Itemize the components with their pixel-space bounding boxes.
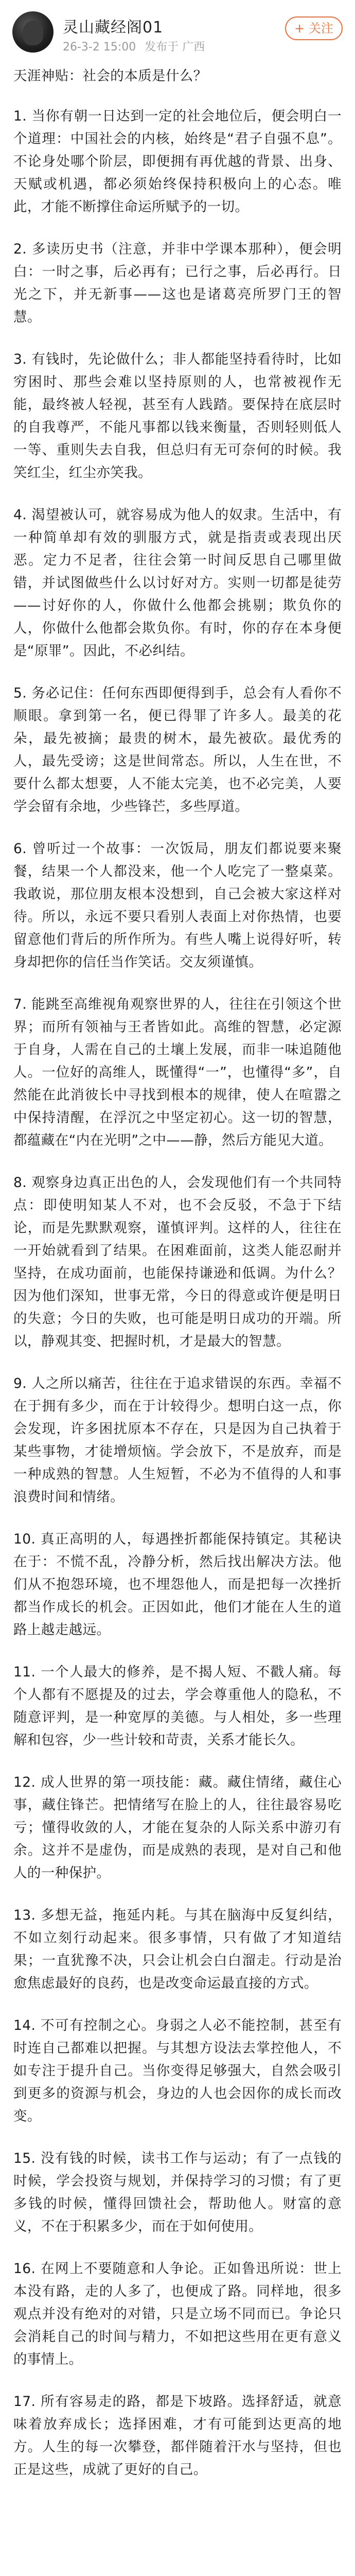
post-title: 天涯神贴：社会的本质是什么？ — [13, 68, 207, 84]
paragraph: 3. 有钱时，先论做什么；非人都能坚持看待时，比如穷困时、那些会难以坚持原则的人，也常被视作无能，最终被人轻视，甚至有人践踏。要保持在底层时的自我尊严，不能凡事都以钱来衡量，否则轻则低人一等、重则失去自我，但总归有无可奈何的时候。我笑红尘，红尘亦笑我。 — [13, 351, 342, 481]
paragraph: 2. 多读历史书（注意，并非中学课本那种），便会明白：一时之事，后必再有；已行之事，后必再行。日光之下，并无新事——这也是诸葛亮所罗门王的智慧。 — [13, 241, 342, 325]
post-meta — [63, 38, 210, 54]
paragraph: 9. 人之所以痛苦，往往在于追求错误的东西。幸福不在于拥有多少，而在于计较得少。想明白这一点，你会发现，许多困扰原本不存在，只是因为自己执着于某些事物，才徒增烦恼。学会放下，不是放弃，而是一种成熟的智慧。人生短暂，不必为不值得的人和事浪费时间和情绪。 — [13, 1376, 342, 1505]
paragraph: 12. 成人世界的第一项技能：藏。藏住情绪，藏住心事，藏住锋芒。把情绪写在脸上的人，往往最容易吃亏；懂得收敛的人，才能在复杂的人际关系中游刃有余。这并不是虚伪，而是成熟的表现，是对自己和他人的一种保护。 — [13, 1774, 342, 1881]
post-date: 26-3-2 15:00 — [63, 41, 136, 54]
paragraph: 4. 渴望被认可，就容易成为他人的奴隶。生活中，有一种简单却有效的驯服方式，就是指责或表现出厌恶。定力不足者，往往会第一时间反思自己哪里做错，并试图做些什么以讨好对方。实则一切都是徒劳——讨好你的人，你做什么他都会挑剔；欺负你的人，你做什么他都会欺负你。有时，你的存在本身便是“原罪”。因此，不必纠结。 — [13, 507, 342, 659]
paragraph: 1. 当你有朝一日达到一定的社会地位后，便会明白一个道理：中国社会的内核，始终是“君子自强不息”。不论身处哪个阶层，即便拥有再优越的背景、出身、天赋或机遇，都必须始终保持积极向上的心态。唯此，才能不断撑住命运所赋予的一切。 — [13, 108, 342, 215]
paragraph: 10. 真正高明的人，每遇挫折都能保持镇定。其秘诀在于：不慌不乱，冷静分析，然后找出解决方法。他们从不抱怨环境，也不埋怨他人，而是把每一次挫折都当作成长的机会。正因如此，他们才能在人生的道路上越走越远。 — [13, 1531, 342, 1638]
avatar-figure-icon — [23, 21, 43, 45]
paragraph: 6. 曾听过一个故事：一次饭局，朋友们都说要来聚餐，结果一个人都没来，他一个人吃完了一整桌菜。我敢说，那位朋友根本没想到，自己会被大家这样对待。所以，永远不要只看别人表面上对你热情，也要留意他们背后的所作所为。有些人嘴上说得好听，转身却把你的信任当作笑话。交友须谨慎。 — [13, 841, 342, 970]
post-content — [0, 63, 355, 2481]
follow-button[interactable]: + 关注 — [285, 16, 343, 40]
author-avatar[interactable] — [12, 11, 54, 53]
paragraph: 14. 不可有控制之心。身弱之人必不能控制，甚至有时连自己都难以把握。与其想方设法去掌控他人，不如专注于提升自己。当你变得足够强大，自然会吸引到更多的资源与机会，身边的人也会因你的成长而改变。 — [13, 2018, 342, 2124]
paragraph: 13. 多想无益，拖延内耗。与其在脑海中反复纠结，不如立刻行动起来。很多事情，只有做了才知道结果；一直犹豫不决，只会让机会白白溜走。行动是治愈焦虑最好的良药，也是改变命运最直接的方式。 — [13, 1907, 342, 1991]
post-header — [0, 0, 355, 63]
paragraph: 7. 能跳至高维视角观察世界的人，往往在引领这个世界；而所有领袖与王者皆如此。高维的智慧，必定源于自身，人需在自己的土壤上发展，而非一味追随他人。一位好的高维人，既懂得“一”，也懂得“多”，自然能在此消彼长中寻找到根本的规律，使人在喧嚣之中保持清醒，在浮沉之中坚定初心。这一切的智慧，都蕴藏在“内在光明”之中——静，然后方能见大道。 — [13, 996, 342, 1148]
post-location: 发布于 广西 — [145, 41, 205, 54]
paragraph: 8. 观察身边真正出色的人，会发现他们有一个共同特点：即使明知某人不对，也不会反驳，不急于下结论，而是先默默观察，谨慎评判。这样的人，往往在一开始就看到了结果。在困难面前，这类人能忍耐并坚持，在成功面前，也能保持谦逊和低调。为什么？因为他们深知，世事无常，今日的得意或许便是明日的失意；今日的失败，也可能是明日成功的开端。所以，静观其变、把握时机，才是最大的智慧。 — [13, 1175, 342, 1349]
paragraph: 15. 没有钱的时候，读书工作与运动；有了一点钱的时候，学会投资与规划，并保持学习的习惯；有了更多钱的时候，懂得回馈社会，帮助他人。财富的意义，不在于积累多少，而在于如何使用。 — [13, 2150, 342, 2234]
paragraph: 11. 一个人最大的修养，是不揭人短、不戳人痛。每个人都有不愿提及的过去，学会尊重他人的隐私，不随意评判，是一种宽厚的美德。与人相处，多一些理解和包容，少一些计较和苛责，关系才能长久。 — [13, 1664, 342, 1748]
author-name[interactable]: 灵山藏经阁01 — [63, 19, 164, 37]
paragraph: 16. 在网上不要随意和人争论。正如鲁迅所说：世上本没有路，走的人多了，也便成了路。同样地，很多观点并没有绝对的对错，只是立场不同而已。争论只会消耗自己的时间与精力，不如把这些用在更有意义的事情上。 — [13, 2261, 342, 2367]
paragraph: 5. 务必记住：任何东西即便得到手，总会有人看你不顺眼。拿到第一名，便已得罪了许多人。最美的花朵，最先被摘；最贵的树木，最先被砍。最优秀的人，最先受谤；这是世间常态。所以，人生在世，不要什么都太想要，人不能太完美，也不必完美，人要学会留有余地，少些锋芒，多些厚道。 — [13, 685, 342, 815]
paragraph: 17. 所有容易走的路，都是下坡路。选择舒适，就意味着放弃成长；选择困难，才有可能到达更高的地方。人生的每一次攀登，都伴随着汗水与坚持，但也正是这些，成就了更好的自己。 — [13, 2394, 342, 2478]
